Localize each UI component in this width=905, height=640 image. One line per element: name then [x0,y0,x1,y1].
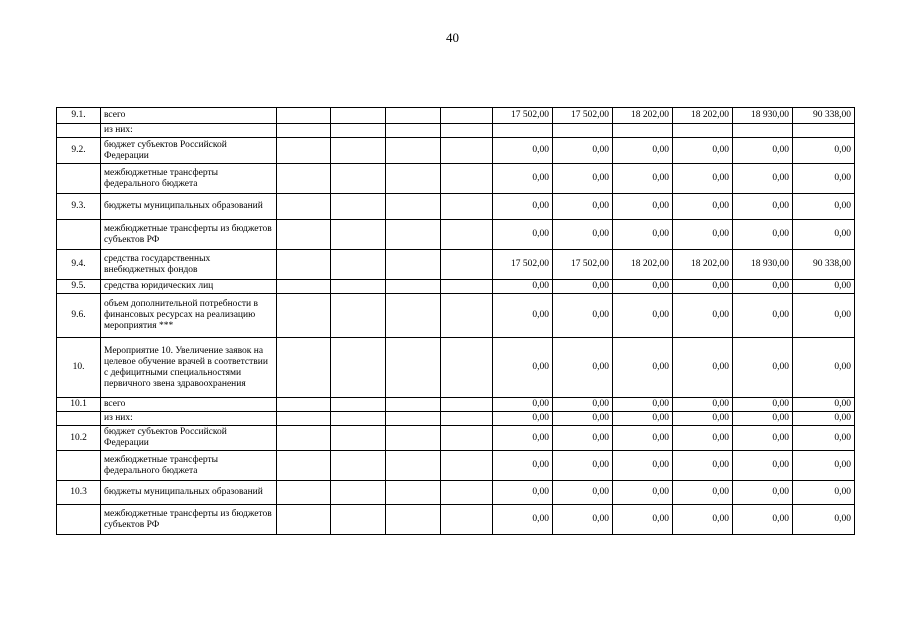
value-cell: 0,00 [493,138,553,164]
value-cell: 0,00 [613,505,673,535]
empty-cell [331,338,386,398]
budget-table [56,107,855,535]
row-number [57,124,101,138]
table-row [57,280,855,294]
empty-cell [331,280,386,294]
value-cell: 0,00 [493,481,553,505]
row-number [57,412,101,426]
row-name: средства государственных внебюджетных фондов [101,250,277,280]
empty-cell [277,164,331,194]
value-cell: 0,00 [793,338,855,398]
row-number: 10.1 [57,398,101,412]
value-cell: 0,00 [493,220,553,250]
value-cell: 0,00 [733,398,793,412]
value-cell: 0,00 [613,164,673,194]
value-cell: 0,00 [553,294,613,338]
empty-cell [386,294,441,338]
row-name: Мероприятие 10. Увеличение заявок на целевое обучение врачей в соответствии с дефицитными специальностями первичного звена здравоохранения [101,338,277,398]
row-number [57,164,101,194]
value-cell [493,124,553,138]
empty-cell [441,426,493,451]
empty-cell [331,108,386,124]
value-cell: 0,00 [493,338,553,398]
empty-cell [277,412,331,426]
value-cell: 0,00 [673,451,733,481]
row-number [57,451,101,481]
empty-cell [441,280,493,294]
row-name: всего [101,108,277,124]
row-number: 9.3. [57,194,101,220]
empty-cell [386,505,441,535]
value-cell: 0,00 [673,398,733,412]
value-cell: 18 930,00 [733,250,793,280]
value-cell [733,124,793,138]
value-cell: 0,00 [793,481,855,505]
table-row [57,505,855,535]
value-cell: 0,00 [553,220,613,250]
row-name: бюджеты муниципальных образований [101,481,277,505]
value-cell: 0,00 [793,505,855,535]
empty-cell [277,280,331,294]
empty-cell [331,451,386,481]
value-cell: 17 502,00 [493,250,553,280]
table-row [57,451,855,481]
empty-cell [386,481,441,505]
table-row [57,138,855,164]
value-cell: 0,00 [673,280,733,294]
empty-cell [441,164,493,194]
value-cell: 0,00 [613,451,673,481]
row-name: всего [101,398,277,412]
value-cell: 0,00 [613,220,673,250]
table-row [57,108,855,124]
row-number: 9.6. [57,294,101,338]
value-cell: 0,00 [733,412,793,426]
row-name: средства юридических лиц [101,280,277,294]
empty-cell [386,194,441,220]
empty-cell [277,108,331,124]
row-number: 9.5. [57,280,101,294]
empty-cell [277,194,331,220]
value-cell: 0,00 [673,294,733,338]
row-name: межбюджетные трансферты из бюджетов субъектов РФ [101,505,277,535]
empty-cell [441,398,493,412]
value-cell: 0,00 [553,164,613,194]
row-number: 9.1. [57,108,101,124]
empty-cell [386,138,441,164]
row-number: 9.2. [57,138,101,164]
value-cell: 0,00 [493,194,553,220]
table-row [57,398,855,412]
value-cell: 0,00 [733,338,793,398]
value-cell: 0,00 [733,451,793,481]
value-cell: 0,00 [673,505,733,535]
value-cell: 18 202,00 [613,250,673,280]
value-cell: 0,00 [733,505,793,535]
value-cell: 0,00 [673,412,733,426]
value-cell: 0,00 [673,481,733,505]
value-cell: 17 502,00 [553,250,613,280]
empty-cell [386,250,441,280]
value-cell: 0,00 [613,194,673,220]
value-cell: 0,00 [553,451,613,481]
empty-cell [441,505,493,535]
table-row [57,426,855,451]
value-cell: 0,00 [793,426,855,451]
empty-cell [277,398,331,412]
row-number [57,505,101,535]
empty-cell [386,451,441,481]
value-cell: 0,00 [733,138,793,164]
value-cell: 17 502,00 [493,108,553,124]
value-cell: 0,00 [613,338,673,398]
value-cell: 0,00 [553,280,613,294]
value-cell: 18 202,00 [673,250,733,280]
value-cell: 0,00 [793,398,855,412]
empty-cell [277,481,331,505]
row-name: из них: [101,124,277,138]
value-cell: 90 338,00 [793,108,855,124]
row-name: межбюджетные трансферты из бюджетов субъектов РФ [101,220,277,250]
table-row [57,250,855,280]
value-cell: 90 338,00 [793,250,855,280]
empty-cell [331,138,386,164]
empty-cell [386,220,441,250]
empty-cell [277,338,331,398]
empty-cell [277,124,331,138]
row-name: межбюджетные трансферты федерального бюджета [101,164,277,194]
row-number: 10.3 [57,481,101,505]
value-cell: 0,00 [613,398,673,412]
value-cell: 0,00 [793,280,855,294]
value-cell: 0,00 [793,138,855,164]
budget-table-body [57,108,855,535]
row-number [57,220,101,250]
value-cell [793,124,855,138]
empty-cell [277,451,331,481]
value-cell: 0,00 [733,194,793,220]
empty-cell [331,164,386,194]
empty-cell [331,124,386,138]
row-name: бюджет субъектов Российской Федерации [101,138,277,164]
value-cell: 0,00 [613,294,673,338]
empty-cell [331,412,386,426]
empty-cell [386,398,441,412]
value-cell: 0,00 [553,505,613,535]
value-cell: 0,00 [613,280,673,294]
empty-cell [386,338,441,398]
empty-cell [441,220,493,250]
value-cell: 0,00 [493,505,553,535]
empty-cell [331,505,386,535]
empty-cell [441,194,493,220]
empty-cell [331,426,386,451]
empty-cell [277,250,331,280]
empty-cell [331,194,386,220]
value-cell: 0,00 [553,398,613,412]
empty-cell [386,108,441,124]
empty-cell [331,294,386,338]
empty-cell [441,138,493,164]
value-cell: 0,00 [553,481,613,505]
value-cell: 0,00 [673,220,733,250]
value-cell [553,124,613,138]
value-cell: 0,00 [613,138,673,164]
value-cell: 0,00 [673,426,733,451]
value-cell: 0,00 [493,426,553,451]
empty-cell [441,412,493,426]
value-cell: 0,00 [793,194,855,220]
empty-cell [441,250,493,280]
value-cell: 0,00 [793,220,855,250]
value-cell [673,124,733,138]
table-row [57,338,855,398]
value-cell: 0,00 [793,164,855,194]
empty-cell [277,505,331,535]
value-cell: 0,00 [733,280,793,294]
row-number: 9.4. [57,250,101,280]
empty-cell [331,220,386,250]
value-cell: 0,00 [673,338,733,398]
table-row [57,412,855,426]
value-cell: 0,00 [733,164,793,194]
value-cell: 0,00 [613,481,673,505]
value-cell: 0,00 [793,412,855,426]
empty-cell [277,220,331,250]
value-cell: 0,00 [733,294,793,338]
page-number: 40 [446,30,459,45]
value-cell: 18 930,00 [733,108,793,124]
value-cell: 0,00 [673,138,733,164]
value-cell: 0,00 [793,294,855,338]
empty-cell [331,481,386,505]
value-cell: 17 502,00 [553,108,613,124]
table-row [57,164,855,194]
value-cell: 0,00 [793,451,855,481]
table-row [57,220,855,250]
empty-cell [331,250,386,280]
empty-cell [277,138,331,164]
value-cell: 0,00 [493,398,553,412]
value-cell [613,124,673,138]
empty-cell [386,426,441,451]
value-cell: 0,00 [733,426,793,451]
value-cell: 0,00 [553,194,613,220]
value-cell: 0,00 [493,412,553,426]
value-cell: 18 202,00 [613,108,673,124]
table-row [57,124,855,138]
row-number: 10. [57,338,101,398]
value-cell: 0,00 [493,294,553,338]
table-row [57,481,855,505]
empty-cell [441,338,493,398]
table-row [57,294,855,338]
empty-cell [441,451,493,481]
empty-cell [386,280,441,294]
value-cell: 0,00 [553,412,613,426]
value-cell: 18 202,00 [673,108,733,124]
row-name: бюджет субъектов Российской Федерации [101,426,277,451]
empty-cell [386,164,441,194]
empty-cell [277,426,331,451]
empty-cell [386,124,441,138]
value-cell: 0,00 [613,426,673,451]
value-cell: 0,00 [613,412,673,426]
empty-cell [331,398,386,412]
value-cell: 0,00 [673,164,733,194]
empty-cell [441,108,493,124]
table-row [57,194,855,220]
empty-cell [441,481,493,505]
row-name: из них: [101,412,277,426]
row-name: бюджеты муниципальных образований [101,194,277,220]
row-name: объем дополнительной потребности в финансовых ресурсах на реализацию мероприятия *** [101,294,277,338]
value-cell: 0,00 [733,481,793,505]
value-cell: 0,00 [553,138,613,164]
value-cell: 0,00 [493,164,553,194]
value-cell: 0,00 [493,451,553,481]
row-name: межбюджетные трансферты федерального бюджета [101,451,277,481]
empty-cell [441,294,493,338]
value-cell: 0,00 [553,338,613,398]
value-cell: 0,00 [553,426,613,451]
value-cell: 0,00 [493,280,553,294]
empty-cell [441,124,493,138]
empty-cell [277,294,331,338]
row-number: 10.2 [57,426,101,451]
empty-cell [386,412,441,426]
value-cell: 0,00 [733,220,793,250]
value-cell: 0,00 [673,194,733,220]
